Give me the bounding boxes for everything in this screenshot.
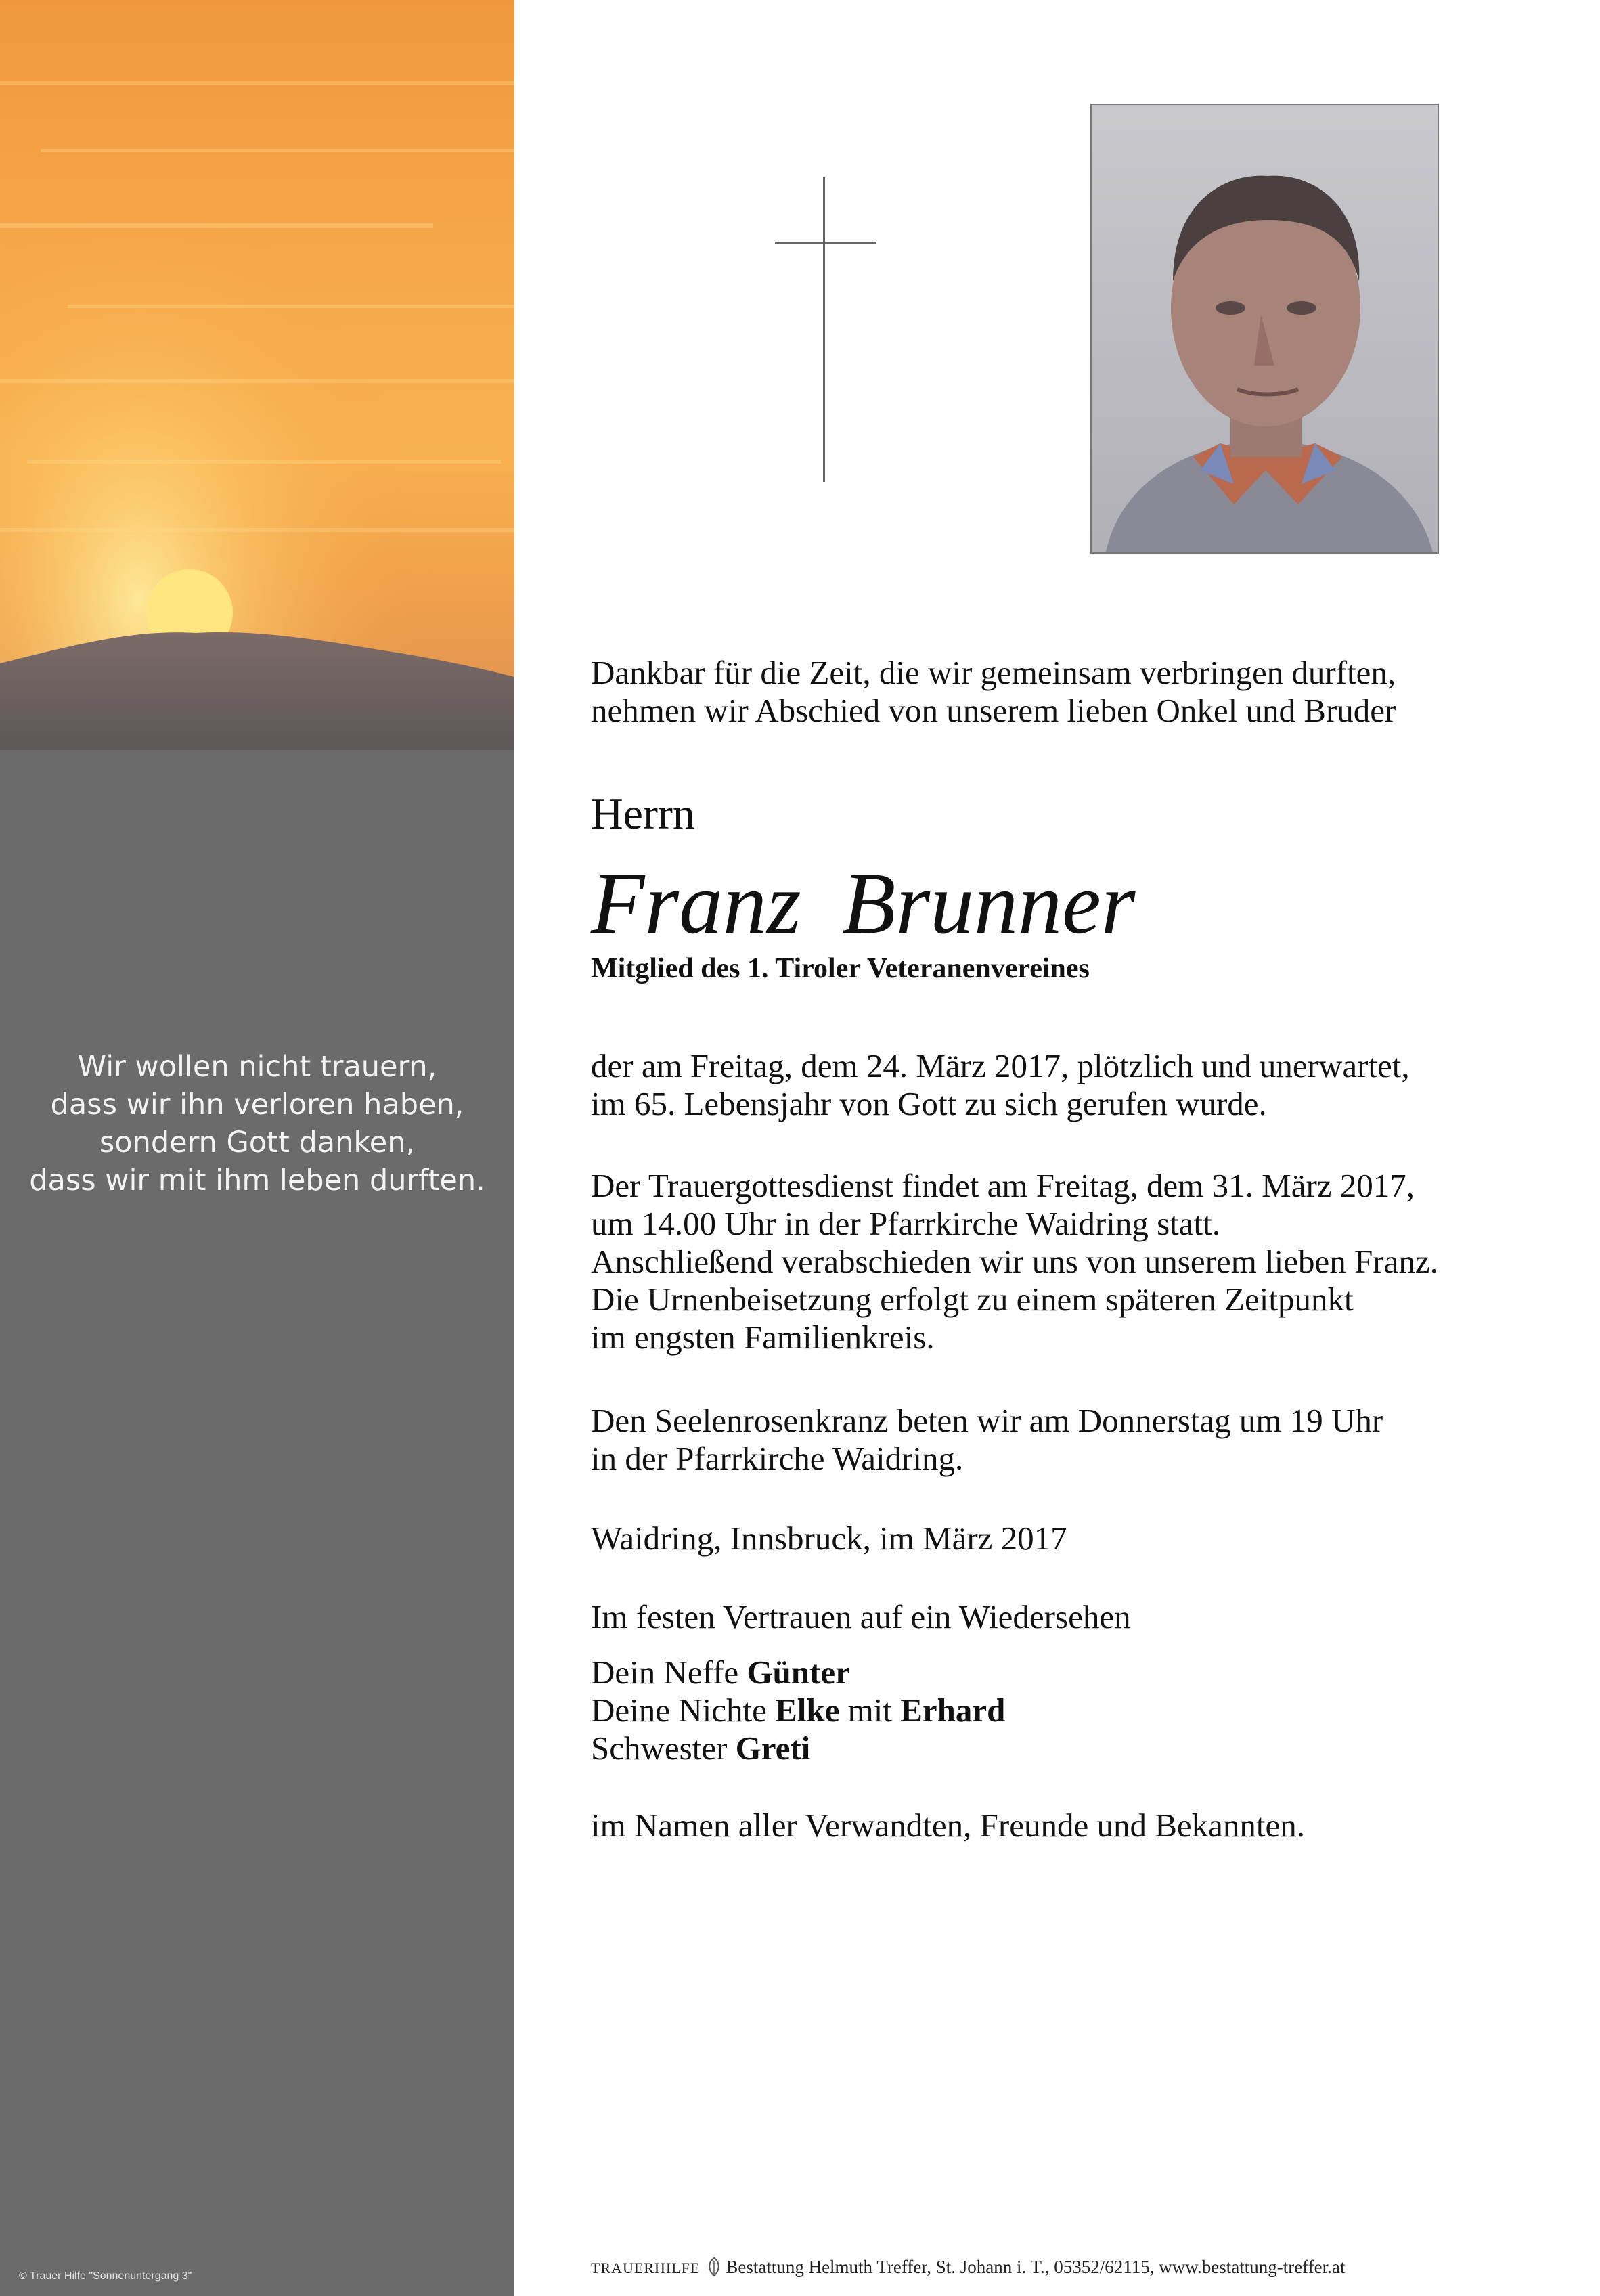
faith-line: Im festen Vertrauen auf ein Wiedersehen: [591, 1598, 1131, 1635]
service-line: Anschließend verabschieden wir uns von unserem lieben Franz.: [591, 1243, 1438, 1280]
family-member: [591, 1654, 1005, 1692]
deceased-name: Franz Brunner: [591, 855, 1136, 952]
membership-line: Mitglied des 1. Tiroler Veteranenvereines: [591, 953, 1090, 984]
service-line: um 14.00 Uhr in der Pfarrkirche Waidring statt.: [591, 1205, 1221, 1242]
image-credit: © Trauer Hilfe "Sonnenuntergang 3": [19, 2270, 192, 2282]
portrait-illustration: [1092, 105, 1439, 554]
family-list: [591, 1654, 1005, 1767]
relative-name: Elke: [775, 1692, 840, 1729]
intro-line: Dankbar für die Zeit, die wir gemeinsam verbringen durften,: [591, 654, 1396, 691]
rosary-line: in der Pfarrkirche Waidring.: [591, 1440, 964, 1477]
death-line: im 65. Lebensjahr von Gott zu sich gerufen wurde.: [591, 1085, 1267, 1122]
rosary-line: Den Seelenrosenkranz beten wir am Donnerstag um 19 Uhr: [591, 1402, 1383, 1439]
latin-cross-icon: [775, 177, 876, 482]
quote-line: Wir wollen nicht trauern,: [77, 1050, 437, 1084]
service-line: im engsten Familienkreis.: [591, 1319, 935, 1356]
rosary-paragraph: [591, 1402, 1383, 1478]
intro-paragraph: [591, 654, 1396, 730]
salutation: Herrn: [591, 789, 695, 839]
family-member: [591, 1692, 1005, 1729]
sunset-illustration: [0, 0, 514, 750]
sunset-image: [0, 0, 514, 750]
sidebar-panel: [0, 0, 514, 2296]
relative-name: Erhard: [900, 1692, 1006, 1729]
quote-line: sondern Gott danken,: [99, 1126, 416, 1160]
connector: mit: [839, 1692, 901, 1729]
relation: Dein Neffe: [591, 1654, 747, 1691]
place-date: Waidring, Innsbruck, im März 2017: [591, 1520, 1067, 1557]
leaf-logo-icon: [707, 2257, 721, 2277]
quote-line: dass wir mit ihm leben durften.: [29, 1164, 485, 1197]
relation: Schwester: [591, 1729, 736, 1767]
service-line: Die Urnenbeisetzung erfolgt zu einem späteren Zeitpunkt: [591, 1281, 1354, 1318]
footer-text: Bestattung Helmuth Treffer, St. Johann i. T., 05352/62115, www.bestattung-treffer.at: [726, 2257, 1346, 2277]
family-member: [591, 1729, 1005, 1767]
quote-line: dass wir ihn verloren haben,: [50, 1088, 464, 1122]
service-paragraph: [591, 1167, 1438, 1356]
intro-line: nehmen wir Abschied von unserem lieben Onkel und Bruder: [591, 692, 1396, 729]
closing-line: im Namen aller Verwandten, Freunde und Bekannten.: [591, 1807, 1306, 1844]
portrait-photo: [1090, 104, 1439, 554]
footer-brand: TRAUERHILFE: [591, 2259, 701, 2276]
relative-name: Günter: [747, 1654, 850, 1691]
service-line: Der Trauergottesdienst findet am Freitag, dem 31. März 2017,: [591, 1167, 1415, 1204]
relation: Deine Nichte: [591, 1692, 776, 1729]
footer: [591, 2257, 1345, 2278]
sidebar-quote: [0, 1048, 514, 1199]
death-paragraph: [591, 1047, 1410, 1123]
death-line: der am Freitag, dem 24. März 2017, plötzlich und unerwartet,: [591, 1047, 1410, 1084]
relative-name: Greti: [735, 1729, 811, 1767]
